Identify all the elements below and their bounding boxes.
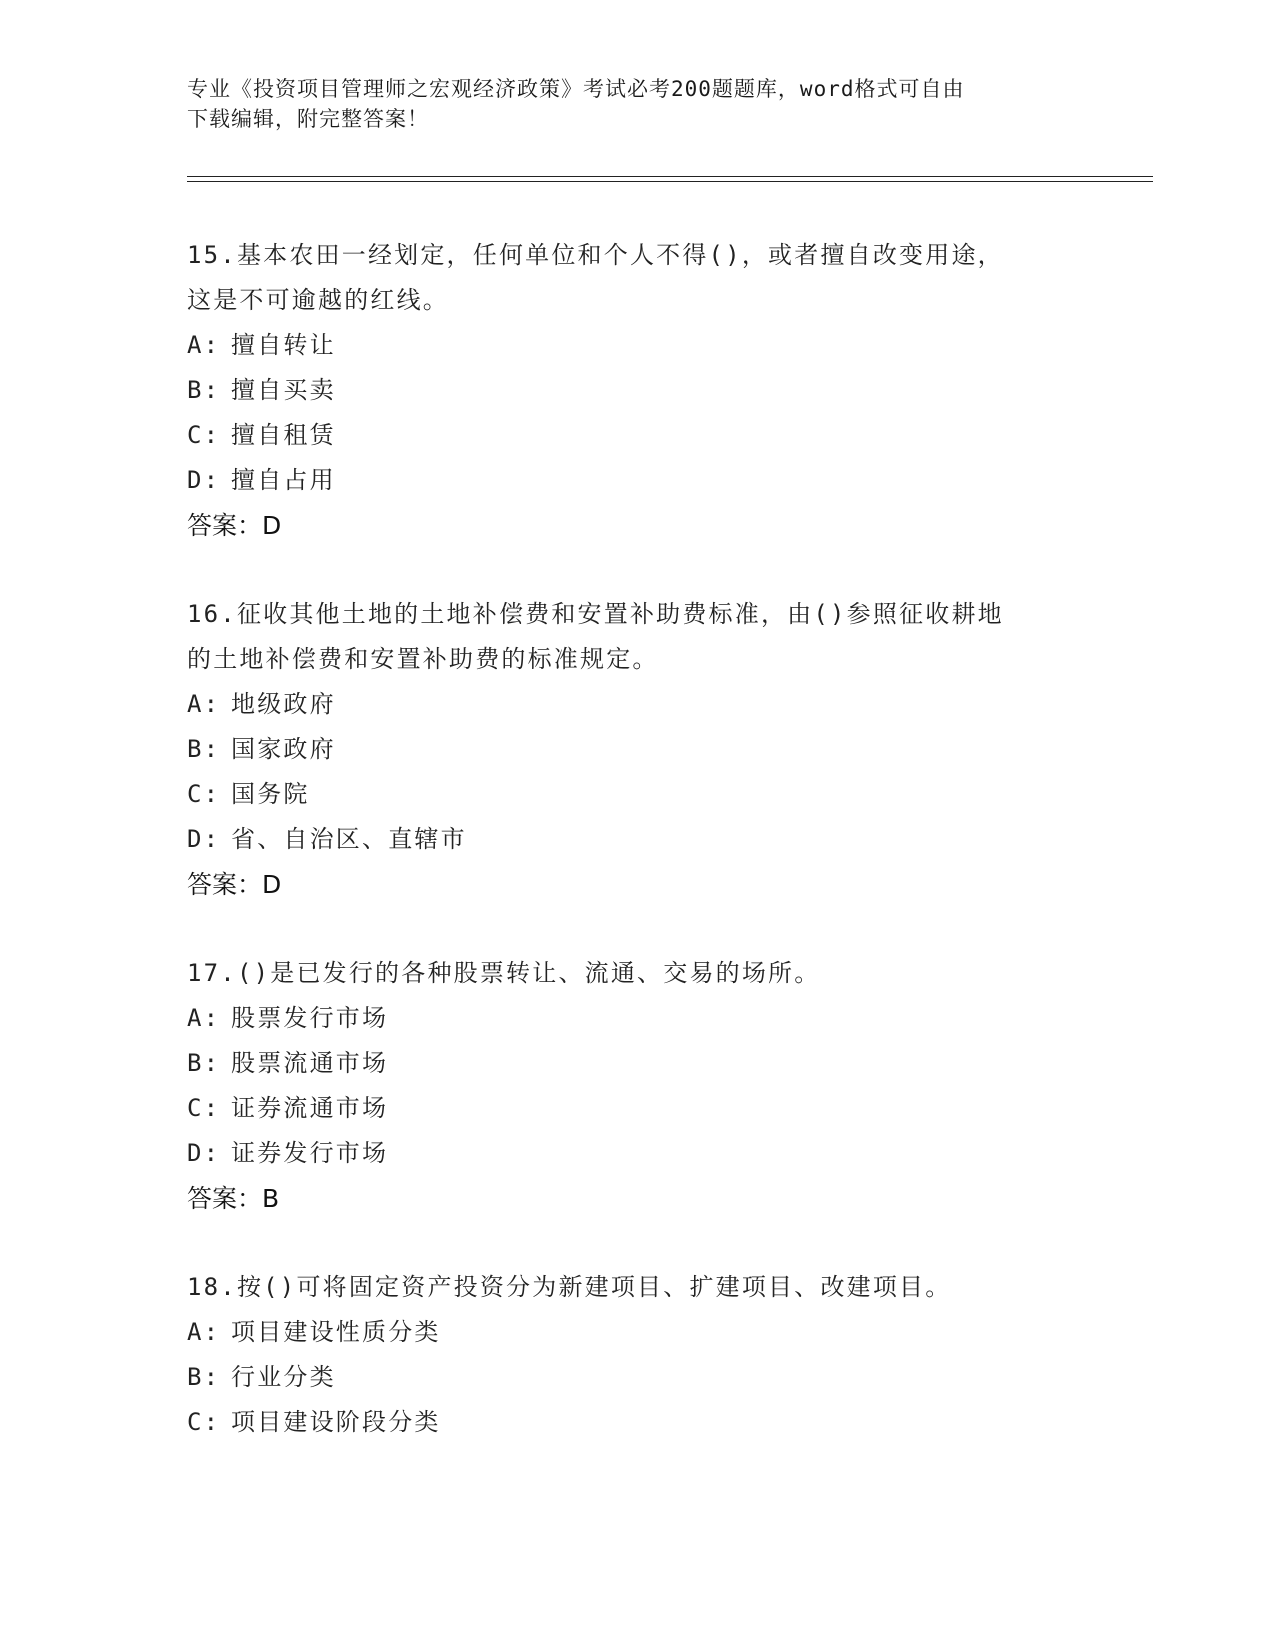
option-c: [187, 772, 1087, 817]
option-a: [187, 1310, 1087, 1355]
option-letter: B:: [187, 1363, 221, 1391]
option-text: 擅自买卖: [231, 376, 336, 404]
document-header: [187, 74, 1087, 134]
option-c: [187, 1086, 1087, 1131]
option-letter: A:: [187, 1318, 221, 1346]
question-15: [187, 233, 1087, 549]
option-text: 擅自转让: [231, 331, 336, 359]
question-18: [187, 1265, 1087, 1445]
option-letter: D:: [187, 1139, 221, 1167]
option-text: 项目建设性质分类: [231, 1318, 441, 1346]
option-letter: C:: [187, 780, 221, 808]
answer-text: 答案：D: [187, 870, 282, 899]
option-text: 省、自治区、直辖市: [231, 825, 467, 853]
header-line-2: 下载编辑，附完整答案！: [187, 107, 429, 131]
option-text: 国家政府: [231, 735, 336, 763]
header-divider: [187, 176, 1153, 182]
question-stem-line-1: 基本农田一经划定，任何单位和个人不得()，或者擅自改变用途，: [236, 241, 1004, 269]
question-stem-line-1: 征收其他土地的土地补偿费和安置补助费标准，由()参照征收耕地: [236, 600, 1004, 628]
question-number: 16.: [187, 600, 237, 628]
option-d: [187, 458, 1087, 503]
option-text: 股票流通市场: [231, 1049, 389, 1077]
option-text: 证券流通市场: [231, 1094, 389, 1122]
option-a: [187, 682, 1087, 727]
question-stem-line-2: 这是不可逾越的红线。: [187, 286, 449, 314]
answer-text: 答案：D: [187, 511, 282, 540]
option-b: [187, 1041, 1087, 1086]
header-line-1: 专业《投资项目管理师之宏观经济政策》考试必考200题题库，word格式可自由: [187, 77, 965, 101]
question-list: [187, 233, 1087, 1488]
option-letter: A:: [187, 690, 221, 718]
option-text: 地级政府: [231, 690, 336, 718]
question-number: 15.: [187, 241, 237, 269]
option-c: [187, 1400, 1087, 1445]
question-stem-line-2: 的土地补偿费和安置补助费的标准规定。: [187, 645, 659, 673]
question-stem: [187, 592, 1087, 637]
option-c: [187, 413, 1087, 458]
answer-text: 答案：B: [187, 1184, 280, 1213]
option-text: 擅自占用: [231, 466, 336, 494]
option-text: 行业分类: [231, 1363, 336, 1391]
question-16: [187, 592, 1087, 908]
option-b: [187, 1355, 1087, 1400]
option-letter: C:: [187, 421, 221, 449]
question-number: 18.: [187, 1273, 237, 1301]
option-a: [187, 323, 1087, 368]
question-number: 17.: [187, 959, 237, 987]
question-stem: [187, 951, 1087, 996]
option-text: 股票发行市场: [231, 1004, 389, 1032]
option-text: 证券发行市场: [231, 1139, 389, 1167]
question-stem-line-1: ()是已发行的各种股票转让、流通、交易的场所。: [236, 959, 821, 987]
option-a: [187, 996, 1087, 1041]
question-stem-line-1: 按()可将固定资产投资分为新建项目、扩建项目、改建项目。: [236, 1273, 952, 1301]
option-text: 项目建设阶段分类: [231, 1408, 441, 1436]
option-text: 国务院: [231, 780, 310, 808]
question-17: [187, 951, 1087, 1222]
option-letter: B:: [187, 735, 221, 763]
question-stem: [187, 233, 1087, 278]
option-letter: D:: [187, 466, 221, 494]
option-letter: B:: [187, 376, 221, 404]
option-b: [187, 368, 1087, 413]
option-letter: C:: [187, 1408, 221, 1436]
option-d: [187, 1131, 1087, 1176]
option-letter: A:: [187, 1004, 221, 1032]
option-text: 擅自租赁: [231, 421, 336, 449]
option-letter: B:: [187, 1049, 221, 1077]
option-letter: C:: [187, 1094, 221, 1122]
question-stem: [187, 1265, 1087, 1310]
option-b: [187, 727, 1087, 772]
option-letter: A:: [187, 331, 221, 359]
option-letter: D:: [187, 825, 221, 853]
option-d: [187, 817, 1087, 862]
